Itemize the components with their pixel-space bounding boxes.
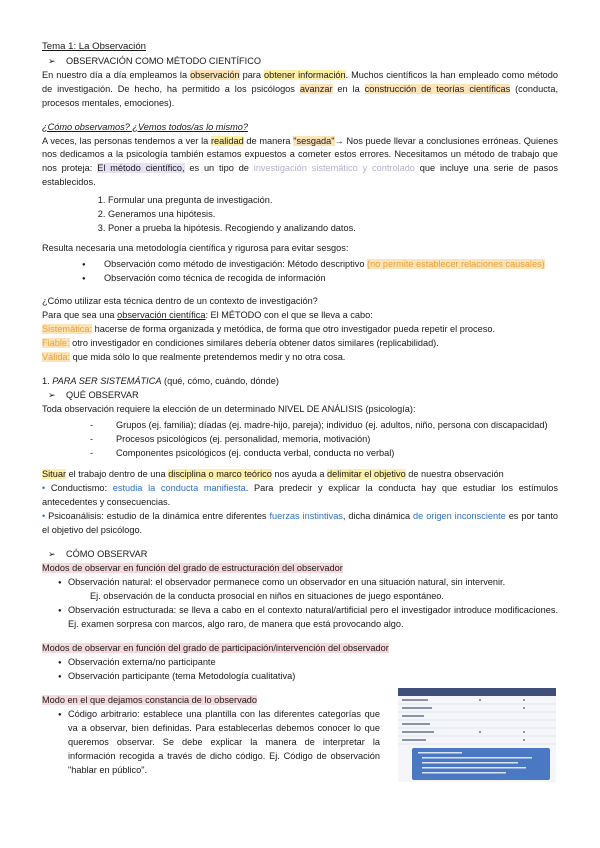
estructurada-list [42,604,558,632]
arrow-icon: ➢ [48,390,56,401]
list-item: 3. Poner a prueba la hipótesis. Recogiendo y analizando datos. [108,222,558,236]
list-item: 2. Generamos una hipótesis. [108,208,558,222]
prop-valida: Válida: que mida sólo lo que realmente pretendemos medir y no otra cosa. [42,352,346,363]
section-heading-metodo: ➢ OBSERVACIÓN COMO MÉTODO CIENTÍFICO [42,55,558,69]
modos-participacion-heading: Modos de observar en función del grado de participación/intervención del observador [42,643,389,653]
question-como-utilizar: ¿Cómo utilizar esta técnica dentro de un contexto de investigación? [42,296,318,307]
modo-constancia-heading: Modo en el que dejamos constancia de lo observado [42,694,258,705]
list-item: ● Código arbitrario: establece una plantilla con las diferentes categorías que va a observar, bien definidas. Para establecerlas debemos conocer lo que queremos observar. Se debe explicar la manera de interpretar la información recogida a través de dicho código. Ej. Código de observación "hablar en público". [58,708,380,778]
situar-paragraph: Situar el trabajo dentro de una disciplina o marco teórico nos ayuda a delimitar el objetivo de nuestra observación [42,469,504,480]
observacion-natural-example: Ej. observación de la conducta prosocial en niños en situaciones de juego espontáneo. [90,591,444,602]
figure-header-bar [398,688,556,696]
estructuracion-list [42,576,558,590]
list-item: ● Observación externa/no participante [58,656,558,670]
intro-paragraph: En nuestro día a día empleamos la observación para obtener información. Muchos científicos la han empleado como método de investigación. De hecho, ha permitido a los psicólogos avanzar en la construcción de teorías científicas (conducta, procesos mentales, emociones). [42,69,559,108]
participacion-list [42,656,558,684]
section-heading-que-observar: ➢ QUÉ OBSERVAR [42,389,558,403]
list-item: - Grupos (ej. familia); díadas (ej. madre-hijo, pareja); individuo (ej. adultos, niño, persona con discapacidad) [90,419,558,433]
page-title: Tema 1: La Observación [42,41,146,52]
list-item: ● Observación como técnica de recogida de información [82,272,558,286]
sesgo-paragraph: A veces, las personas tendemos a ver la realidad de manera "sesgada"→ Nos puede llevar a conclusiones erróneas. Quienes nos dedicamos a la psicología también estamos expuestos a cometer estos errores. Necesitamos un método de trabajo que nos proteja: El método científico, es un tipo de investigación sistemático y controlado que incluye una serie de pasos establecidos. [42,135,558,188]
observation-types-list [42,258,558,286]
list-item: ● Observación estructurada: se lleva a cabo en el contexto natural/artificial pero el investigador introduce modificaciones. Ej. examen sorpresa con marcos, algo raro, de manera que está provocando algo. [58,604,558,632]
prop-fiable: Fiable: otro investigador en condiciones similares debería obtener datos similares (replicabilidad). [42,338,439,349]
list-item: ● Observación natural: el observador permanece como un observador en una situación natural, sin intervenir. [58,576,558,590]
metodologia-paragraph: Resulta necesaria una metodología científica y rigurosa para evitar sesgos: [42,243,349,254]
question-como-observamos: ¿Cómo observamos? ¿Vemos todos/as lo mismo? [42,121,248,132]
list-item: 1. Formular una pregunta de investigación. [108,194,558,208]
observacion-cientifica-line: Para que sea una observación científica: El MÉTODO con el que se lleva a cabo: [42,310,373,321]
coding-table-figure [398,688,556,782]
section-sistematica: 1. PARA SER SISTEMÁTICA (qué, cómo, cuándo, dónde) [42,376,279,387]
psicoanalisis-paragraph: • Psicoanálisis: estudio de la dinámica entre diferentes fuerzas instintivas, dicha dinámica de origen inconsciente es por tanto el objetivo del psicólogo. [42,511,558,536]
modos-estructuracion-heading: Modos de observar en función del grado de estructuración del observador [42,563,343,574]
arrow-icon: ➢ [48,55,56,66]
prop-sistematica: Sistemática: hacerse de forma organizada y metódica, de forma que otro investigador pueda repetir el proceso. [42,324,495,335]
list-item: - Procesos psicológicos (ej. personalidad, memoria, motivación) [90,433,558,447]
coding-table-thumbnail [398,688,556,782]
section-heading-como-observar: ➢ CÓMO OBSERVAR [42,548,558,562]
constancia-list [42,708,380,778]
list-item: - Componentes psicológicos (ej. conducta verbal, conducta no verbal) [90,447,558,461]
list-item: ● Observación como método de investigación: Método descriptivo (no permite establecer relaciones causales) [82,258,558,272]
conductismo-paragraph: • Conductismo: estudia la conducta manifiesta. Para predecir y explicar la conducta hay que estudiar los estímulos antecedentes y consecuencias. [42,483,559,508]
steps-list [42,194,558,236]
arrow-icon: ➢ [48,549,56,560]
list-item: ● Observación participante (tema Metodología cualitativa) [58,670,558,684]
nivel-analisis-paragraph: Toda observación requiere la elección de un determinado NIVEL DE ANÁLISIS (psicología): [42,404,416,415]
levels-list [42,419,558,461]
